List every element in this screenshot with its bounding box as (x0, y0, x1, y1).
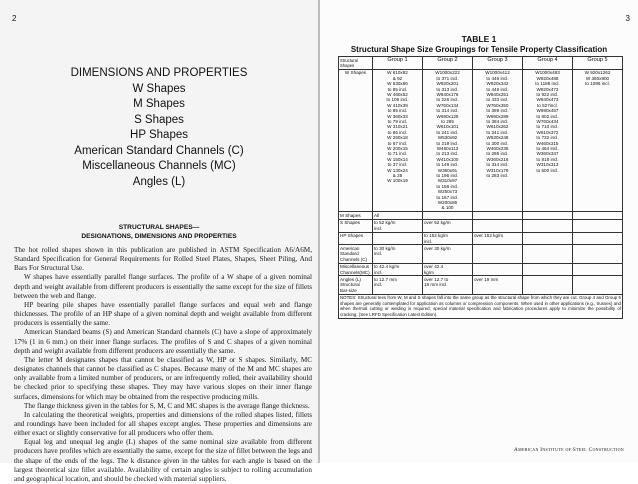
subheading-line: DESIGNATIONS, DIMENSIONS AND PROPERTIES (81, 233, 237, 240)
table-cell (523, 232, 573, 245)
subheading (0, 223, 318, 241)
right-page (320, 0, 638, 463)
column-header: Structural Shapes (339, 57, 373, 70)
table-row (339, 263, 623, 276)
column-header: Group 2 (423, 57, 473, 70)
table-row (339, 245, 623, 263)
table-cell: W 920x1262 W 360x900 to 1086 incl. (573, 69, 623, 212)
table-cell (523, 212, 573, 219)
table-cell: W1000x483 W920x488 to 1188 incl. W920x473 to 922 incl. W840x473 to 527incl. W690x457 to 802 incl. W760x434 to 710 incl. W610x372 to 732 incl. W460x315 to 464 incl. W360x347 to 818 incl. W310x313 to 500 incl. (523, 69, 573, 212)
table-cell: W1000x412 to 446 incl. W920x342 to 446 incl. W840x251 to 433 incl. W760x350 to 389 incl. W690x289 to 384 incl. W610x262 to 341 incl. W530x248 to 300 incl. W460x235 to 286 incl. W360x216 to 314 incl. W310x179 to 283 incl. (473, 69, 523, 212)
table-cell (423, 212, 473, 219)
table-cell (473, 263, 523, 276)
column-header: Group 3 (473, 57, 523, 70)
right-page-number: 3 (625, 14, 630, 23)
table-cell (573, 212, 623, 219)
table-cell (573, 245, 623, 263)
table-cell (523, 263, 573, 276)
row-shape-label: HP Shapes (339, 232, 373, 245)
title-line: HP Shapes (130, 129, 188, 141)
column-header: Group 1 (373, 57, 423, 70)
paragraph: In calculating the theoretical weights, properties and dimensions of the rolled shapes listed, fillets and roundings have been included for all shapes except angles. These properties and dimensions are either exact or slightly conservative for all producers who offer them. (14, 410, 312, 438)
body-text (14, 246, 312, 484)
table-cell (573, 219, 623, 232)
table-cell: W 610x82 & 92 W 530x66 to 85 incl. W 460x52 to 106 incl. W 410x39 to 85 incl. W 360x33 to 79 incl. W 310x21 to 86 incl. W 250x18 to 67 incl. W 200x15 to 71 incl. W 150x14 to 37 incl. W 130x24 & 28 W 100x19 (373, 69, 423, 212)
left-page (0, 0, 318, 483)
row-shape-label: American Standard Channels (C) (339, 245, 373, 263)
table-row (339, 69, 623, 212)
notes-row (339, 294, 623, 318)
paragraph: American Standard beams (S) and American Standard channels (C) have a slope of approximately 17% (1 in 6 mm.) on their inner flange surfaces. The profiles of S and C shapes of a given nominal depth and weight available from different producers are essentially the same. (14, 328, 312, 355)
section-title (0, 66, 318, 190)
paragraph: W shapes have essentially parallel flange surfaces. The profile of a W shape of a given nominal depth and weight available from different producers is essentially the same except for the size of fillets between the web and flange. (14, 273, 312, 300)
title-line: S Shapes (134, 113, 184, 126)
table-cell: over 19 mm (473, 276, 523, 294)
title-line: Miscellaneous Channels (MC) (82, 160, 236, 172)
column-header: Group 5 (573, 57, 623, 70)
column-header: Group 4 (523, 57, 573, 70)
table-row (339, 232, 623, 245)
table-row (339, 219, 623, 232)
table-cell: over 42.4 kg/m (423, 263, 473, 276)
table-cell: All (373, 212, 423, 219)
table-notes: NOTES: Structural tees from W, M and S shapes fall into the same group as the structural shape from which they are cut. Group 4 and Group 5 shapes are generally contemplated for application as columns or compression components. When used in other applications (e.g., trusses) and when thermal cutting or welding is required, special material specification and fabrication procedures apply to minimize the possibility of cracking. (See LRFD Specification Latest Edition). (340, 295, 621, 317)
table-cell: over 52 kg/m (423, 219, 473, 232)
table-cell (573, 232, 623, 245)
table-row (339, 212, 623, 219)
shape-groupings-table (338, 56, 623, 319)
paragraph: The letter M designates shapes that cannot be classified as W, HP or S shapes. Similarly, MC designates channels that cannot be classified as C shapes. Because many of the M and MC shapes are only available from a limited number of producers, or are infrequently rolled, their availability should be checked prior to specifying these shapes. They may have various slopes on their inner flange surfaces, dimensions for which may be obtained from the respective producing mills. (14, 355, 312, 401)
table-cell (523, 276, 573, 294)
row-shape-label: Angles (L) Structural Bar-size (339, 276, 373, 294)
table-subtitle: Structural Shape Size Groupings for Tensile Property Classification (350, 45, 608, 54)
left-page-number: 2 (12, 14, 17, 23)
paragraph: HP bearing pile shapes have essentially parallel flange surfaces and equal web and flange thicknesses. The profile of an HP shape of a given nominal depth and weight available from different producers is essentially the same. (14, 300, 312, 328)
table-cell: to 12.7 mm incl. (373, 276, 423, 294)
table-body (339, 69, 623, 318)
table-cell (573, 263, 623, 276)
table-row (339, 276, 623, 294)
row-shape-label: M Shapes (339, 212, 373, 219)
title-line: DIMENSIONS AND PROPERTIES (70, 67, 248, 79)
title-line: W Shapes (132, 82, 186, 95)
table-cell (473, 245, 523, 263)
table-cell: over 30 kg/m (423, 245, 473, 263)
title-line: American Standard Channels (C) (74, 144, 244, 157)
table-cell (473, 212, 523, 219)
table-cell: to 52 kg/m incl. (373, 219, 423, 232)
table-cell (573, 276, 623, 294)
publisher-footer: American Institute of Steel Construction (513, 447, 624, 453)
paragraph: Equal leg and unequal leg angle (L) shapes of the same nominal size available from different producers have profiles which are essentially the same, except for the size of fillet between the legs and the shape of the ends of the legs. The k distance given in the tables for each angle is based on the largest theoretical size fillet available. Availability of certain angles is subject to rolling accumulation and geographical location, and should be checked with material suppliers. (14, 438, 312, 483)
table-cell: to 30 kg/m incl. (373, 245, 423, 263)
row-shape-label: W Shapes (339, 69, 373, 212)
table-cell: to 152 kg/m incl. (423, 232, 473, 245)
title-line: Angles (L) (132, 175, 186, 188)
table-cell (523, 219, 573, 232)
row-shape-label: Miscellaneous Channels(MC) (339, 263, 373, 276)
table-cell (523, 245, 573, 263)
table-cell: over 152 kg/m (473, 232, 523, 245)
table-cell (473, 219, 523, 232)
table-title: TABLE 1 (461, 34, 497, 44)
title-line: M Shapes (133, 98, 185, 110)
table-cell: over 12.7 to 19 mm incl. (423, 276, 473, 294)
row-shape-label: S Shapes (339, 219, 373, 232)
table-header-row (339, 57, 623, 70)
paragraph: The flange thickness given in the tables for S, M, C and MC shapes is the average flange thickness. (24, 401, 310, 410)
paragraph: The hot rolled shapes shown in this publication are published in ASTM Specification A6/A6M, Standard Specification for General Requirements for Rolled Steel Plates, Shapes, Sheet Piling, And Bars For Structural Use. (14, 246, 312, 273)
table-cell (373, 232, 423, 245)
table-cell: W1000x222 to 371 incl. W920x201 to 313 incl. W840x176 to 226 incl. W760x134 to 314 incl. W690x125 to 265 W610x101 to 241 incl. W530x92 to 219 incl. W460x113 to 213 incl. W410x100 to 149 incl. W360x91 to 196 incl. W310x97 to 158 incl. W250x73 to 167 incl. W200x86 & 100 (423, 69, 473, 212)
subheading-line: STRUCTURAL SHAPES— (118, 224, 200, 231)
table-cell: to 42.4 kg/m incl. (373, 263, 423, 276)
